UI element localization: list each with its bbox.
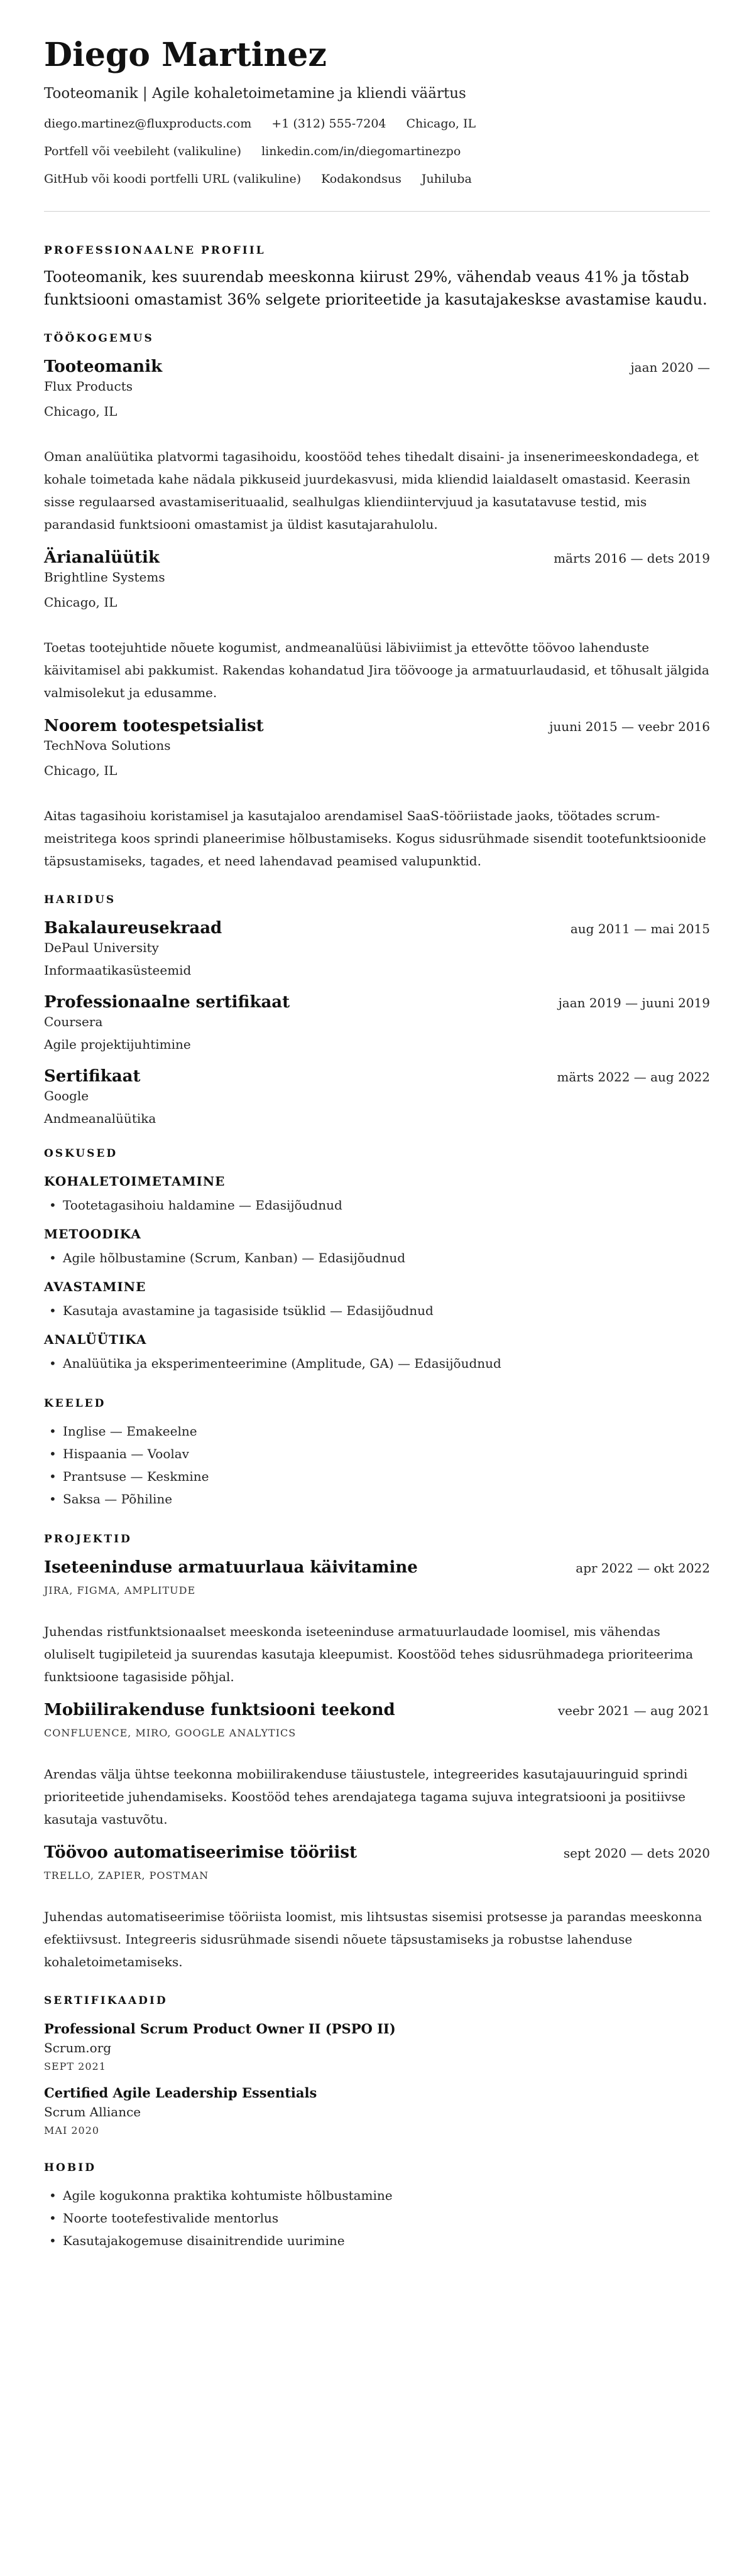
citizenship: Kodakondsus	[321, 171, 402, 186]
field-of-study: Informaatikasüsteemid	[44, 962, 192, 978]
skill-item: • Analüütika ja eksperimenteerimine (Amplitude, GA) — Edasijõudnud	[44, 1352, 710, 1375]
project-name: Iseteeninduse armatuurlaua käivitamine	[44, 1557, 418, 1577]
skills-heading: OSKUSED	[44, 1147, 118, 1160]
experience-item	[44, 548, 710, 704]
job-date: juuni 2015 — veebr 2016	[549, 718, 710, 734]
project-item	[44, 1843, 710, 1973]
hobby-item: • Kasutajakogemuse disainitrendide uurimine	[44, 2229, 710, 2252]
degree-title: Professionaalne sertifikaat	[44, 992, 290, 1012]
projects-heading: PROJEKTID	[44, 1532, 132, 1545]
job-title: Ärianalüütik	[44, 548, 160, 567]
school-name: Google	[44, 1088, 89, 1103]
skill-category: METOODIKA	[44, 1226, 141, 1242]
skill-list	[44, 1352, 710, 1375]
certifications-heading: SERTIFIKAADID	[44, 1994, 168, 2007]
phone-number: +1 (312) 555-7204	[271, 116, 386, 131]
experience-heading: TÖÖKOGEMUS	[44, 332, 154, 345]
location: Chicago, IL	[406, 116, 476, 131]
project-date: veebr 2021 — aug 2021	[557, 1702, 710, 1718]
job-date: jaan 2020 —	[630, 359, 710, 375]
education-item	[44, 993, 710, 1052]
school-name: Coursera	[44, 1014, 103, 1029]
header-divider	[44, 211, 710, 212]
summary-heading: PROFESSIONAALNE PROFIIL	[44, 244, 266, 257]
project-name: Töövoo automatiseerimise tööriist	[44, 1843, 357, 1862]
skill-item: • Agile hõlbustamine (Scrum, Kanban) — Edasijõudnud	[44, 1247, 710, 1269]
certification-date: MAI 2020	[44, 2124, 100, 2136]
education-date: aug 2011 — mai 2015	[570, 921, 710, 936]
project-name: Mobiilirakenduse funktsiooni teekond	[44, 1700, 395, 1719]
job-description: Oman analüütika platvormi tagasihoidu, koostööd tehes tihedalt disaini- ja insenerimeeskondadega, et kohale toimetada kahe nädala pikkuseid juurdekasvusi, mida kliendid laialdaselt omastasid. Keerasin sisse regulaarsed avastamiserituaalid, sealhulgas kliendiintervjuud ja kasutatavuse testid, mis parandasid funktsiooni omastamist ja üldist kasutajarahulolu.	[44, 448, 699, 532]
education-item	[44, 919, 710, 978]
skill-item: • Kasutaja avastamine ja tagasiside tsüklid — Edasijõudnud	[44, 1299, 710, 1322]
certification-issuer: Scrum Alliance	[44, 2104, 141, 2119]
experience-item	[44, 357, 710, 536]
certification-date: SEPT 2021	[44, 2060, 106, 2072]
field-of-study: Andmeanalüütika	[44, 1110, 156, 1126]
job-location: Chicago, IL	[44, 594, 117, 610]
hobbies-heading: HOBID	[44, 2161, 96, 2174]
linkedin-link[interactable]: linkedin.com/in/diegomartinezpo	[261, 144, 461, 158]
certification-item	[44, 2085, 710, 2136]
certification-issuer: Scrum.org	[44, 2040, 112, 2055]
certification-item	[44, 2021, 710, 2072]
company-name: Flux Products	[44, 378, 133, 394]
job-title: Noorem tootespetsialist	[44, 716, 264, 735]
github-link[interactable]: GitHub või koodi portfelli URL (valikuline)	[44, 171, 302, 186]
certification-name: Certified Agile Leadership Essentials	[44, 2084, 317, 2101]
skill-category: KOHALETOIMETAMINE	[44, 1173, 226, 1189]
company-name: Brightline Systems	[44, 569, 165, 585]
job-date: märts 2016 — dets 2019	[554, 550, 710, 566]
language-list	[44, 1420, 710, 1510]
hobby-item: • Noorte tootefestivalide mentorlus	[44, 2207, 710, 2229]
education-date: jaan 2019 — juuni 2019	[558, 995, 710, 1010]
skill-list	[44, 1299, 710, 1322]
project-description: Juhendas ristfunktsionaalset meeskonda iseteeninduse armatuurlaudade loomisel, mis vähendas oluliselt tugipileteid ja suurendas kasutaja kleepumist. Koostööd tehes sidusrühmadega prioriteerima funktsioone tagasiside põhjal.	[44, 1623, 694, 1684]
driver-license: Juhiluba	[421, 171, 472, 186]
project-item	[44, 1558, 710, 1688]
job-location: Chicago, IL	[44, 403, 117, 419]
project-description: Juhendas automatiseerimise tööriista loomist, mis lihtsustas sisemisi protsesse ja parandas meeskonna efektiivsust. Integreeris sidusrühmade sisendi nõuete täpsustamiseks ja robustse lahenduse kohaletoimetamiseks.	[44, 1908, 702, 1969]
language-item: • Inglise — Emakeelne	[44, 1420, 710, 1442]
candidate-name: Diego Martinez	[44, 36, 327, 74]
hobby-list	[44, 2184, 710, 2252]
education-date: märts 2022 — aug 2022	[557, 1069, 710, 1085]
links-row	[44, 144, 710, 158]
project-description: Arendas välja ühtse teekonna mobiilirakenduse täiustustele, integreerides kasutajauuringuid sprindi prioriteetide juhendamiseks. Koostööd tehes arendajatega tagama sujuva integratsiooni ja positiivse kasutaja vastuvõtu.	[44, 1766, 688, 1827]
portfolio-link[interactable]: Portfell või veebileht (valikuline)	[44, 144, 242, 158]
job-location: Chicago, IL	[44, 762, 117, 778]
company-name: TechNova Solutions	[44, 737, 171, 753]
project-item	[44, 1701, 710, 1831]
skill-category: AVASTAMINE	[44, 1279, 146, 1294]
candidate-headline: Tooteomanik | Agile kohaletoimetamine ja kliendi väärtus	[44, 85, 466, 102]
hobby-item: • Agile kogukonna praktika kohtumiste hõlbustamine	[44, 2184, 710, 2207]
contact-row	[44, 117, 710, 131]
project-date: apr 2022 — okt 2022	[576, 1560, 710, 1576]
extra-row	[44, 172, 710, 186]
language-item: • Hispaania — Voolav	[44, 1442, 710, 1465]
field-of-study: Agile projektijuhtimine	[44, 1036, 191, 1052]
languages-heading: KEELED	[44, 1397, 106, 1410]
job-title: Tooteomanik	[44, 357, 163, 376]
degree-title: Bakalaureusekraad	[44, 918, 222, 938]
language-item: • Prantsuse — Keskmine	[44, 1465, 710, 1488]
skill-list	[44, 1194, 710, 1216]
email-link[interactable]: diego.martinez@fluxproducts.com	[44, 116, 252, 131]
project-tools: TRELLO, ZAPIER, POSTMAN	[44, 1869, 209, 1881]
education-heading: HARIDUS	[44, 893, 116, 906]
certification-name: Professional Scrum Product Owner II (PSPO II)	[44, 2020, 396, 2037]
degree-title: Sertifikaat	[44, 1066, 141, 1086]
experience-item	[44, 717, 710, 872]
job-description: Toetas tootejuhtide nõuete kogumist, andmeanalüüsi läbiviimist ja ettevõtte töövoo lahenduste käivitamisel abi pakkumist. Rakendas kohandatud Jira töövooge ja armatuurlaudasid, et tõhusalt jälgida valmisolekut ja edusamme.	[44, 639, 709, 700]
project-tools: CONFLUENCE, MIRO, GOOGLE ANALYTICS	[44, 1726, 297, 1739]
project-tools: JIRA, FIGMA, AMPLITUDE	[44, 1584, 196, 1596]
job-description: Aitas tagasihoiu koristamisel ja kasutajaloo arendamisel SaaS-tööriistade jaoks, töötades scrum-meistritega koos sprindi planeerimise hõlbustamiseks. Kogus sidusrühmade sisendit tootefunktsioonide täpsustamiseks, tagades, et need lahendavad peamised valupunktid.	[44, 808, 706, 869]
school-name: DePaul University	[44, 939, 159, 955]
project-date: sept 2020 — dets 2020	[563, 1845, 710, 1861]
language-item: • Saksa — Põhiline	[44, 1488, 710, 1510]
education-item	[44, 1067, 710, 1126]
skill-item: • Tootetagasihoiu haldamine — Edasijõudnud	[44, 1194, 710, 1216]
skill-category: ANALÜÜTIKA	[44, 1331, 147, 1347]
skill-list	[44, 1247, 710, 1269]
summary-text: Tooteomanik, kes suurendab meeskonna kiirust 29%, vähendab veaus 41% ja tõstab funktsiooni omastamist 36% selgete prioriteetide ja kasutajakeskse avastamise kaudu.	[44, 268, 708, 308]
